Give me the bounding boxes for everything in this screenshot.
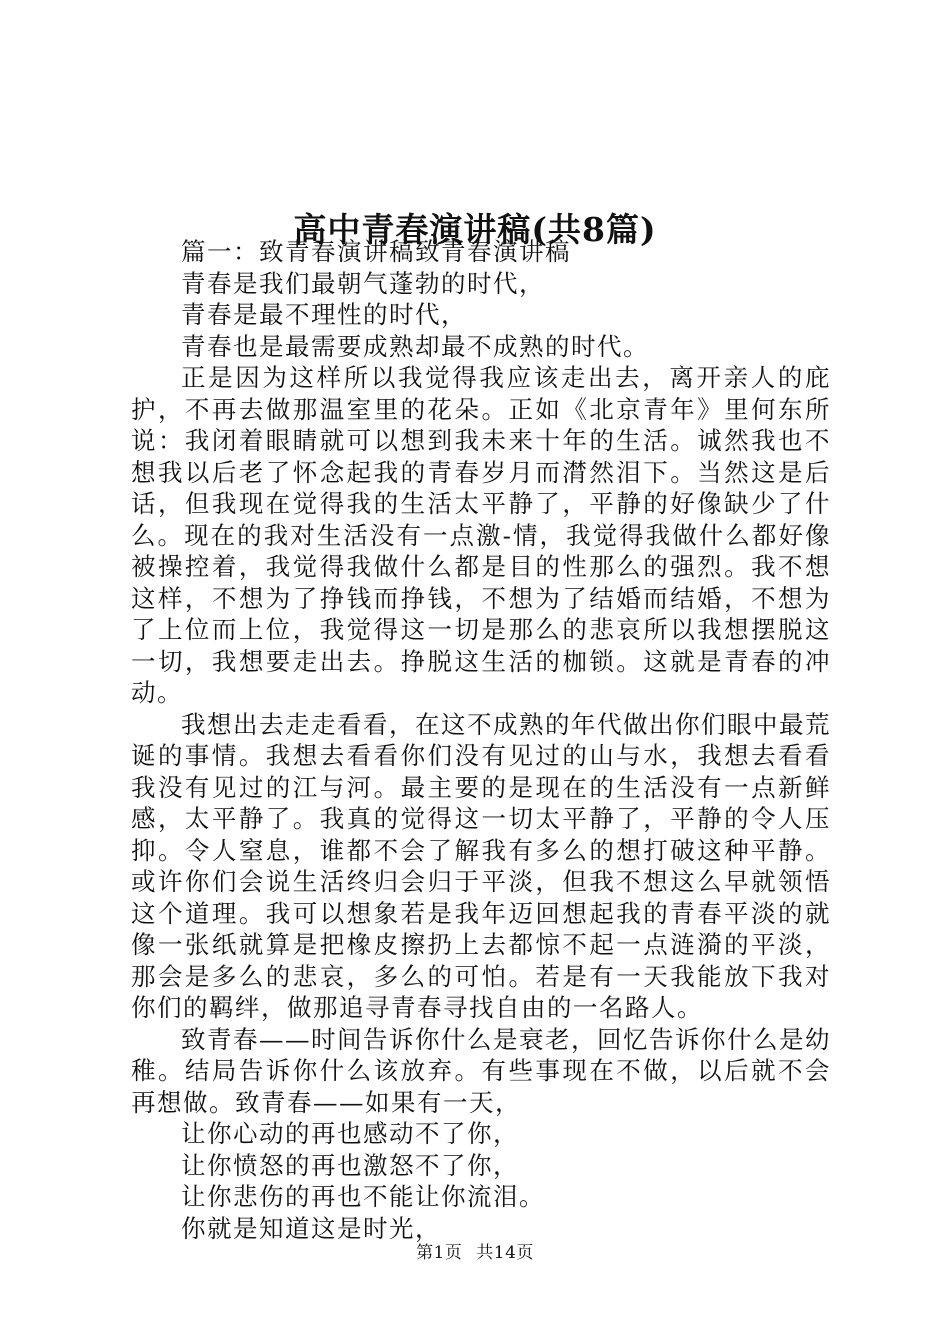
paragraph: 篇一：致青春演讲稿致青春演讲稿	[181, 237, 571, 266]
paragraph: 青春是最不理性的时代，	[181, 300, 467, 329]
document-body	[131, 236, 831, 1244]
page-number: 第1页	[416, 1243, 463, 1263]
paragraph: 让你心动的再也感动不了你，	[181, 1119, 519, 1148]
page-footer	[0, 1242, 950, 1264]
paragraph: 青春也是最需要成熟却最不成熟的时代。	[181, 331, 649, 361]
paragraph: 正是因为这样所以我觉得我应该走出去，离开亲人的庇护，不再去做那温室里的花朵。正如《北京青年》里何东所说：我闭着眼睛就可以想到我未来十年的生活。诚然我也不想我以后老了怀念起我的青春岁月而潸然泪下。当然这是后话，但我现在觉得我的生活太平静了，平静的好像缺少了什么。现在的我对生活没有一点激-情，我觉得我做什么都好像被操控着，我觉得我做什么都是目的性那么的强烈。我不想这样，不想为了挣钱而挣钱，不想为了结婚而结婚，不想为了上位而上位，我觉得这一切是那么的悲哀所以我想摆脱这一切，我想要走出去。挣脱这生活的枷锁。这就是青春的冲动。	[131, 363, 831, 707]
paragraph: 青春是我们最朝气蓬勃的时代，	[181, 268, 545, 298]
document-title: 高中青春演讲稿(共8篇)	[293, 210, 657, 250]
paragraph: 让你悲伤的再也不能让你流泪。	[181, 1182, 545, 1211]
total-pages: 共14页	[476, 1243, 534, 1263]
paragraph: 让你愤怒的再也激怒不了你，	[181, 1150, 519, 1180]
paragraph: 我想出去走走看看，在这不成熟的年代做出你们眼中最荒诞的事情。我想去看看你们没有见过的山与水，我想去看看我没有见过的江与河。最主要的是现在的生活没有一点新鲜感，太平静了。我真的觉得这一切太平静了，平静的令人压抑。令人窒息，谁都不会了解我有多么的想打破这种平静。或许你们会说生活终归会归于平淡，但我不想这么早就领悟这个道理。我可以想象若是我年迈回想起我的青春平淡的就像一张纸就算是把橡皮擦扔上去都惊不起一点涟漪的平淡，那会是多么的悲哀，多么的可怕。若是有一天我能放下我对你们的羁绊，做那追寻青春寻找自由的一名路人。	[131, 709, 831, 1022]
paragraph: 你就是知道这是时光，	[181, 1213, 441, 1243]
paragraph: 致青春——时间告诉你什么是衰老，回忆告诉你什么是幼稚。结局告诉你什么该放弃。有些事现在不做，以后就不会再想做。致青春——如果有一天，	[131, 1024, 831, 1117]
